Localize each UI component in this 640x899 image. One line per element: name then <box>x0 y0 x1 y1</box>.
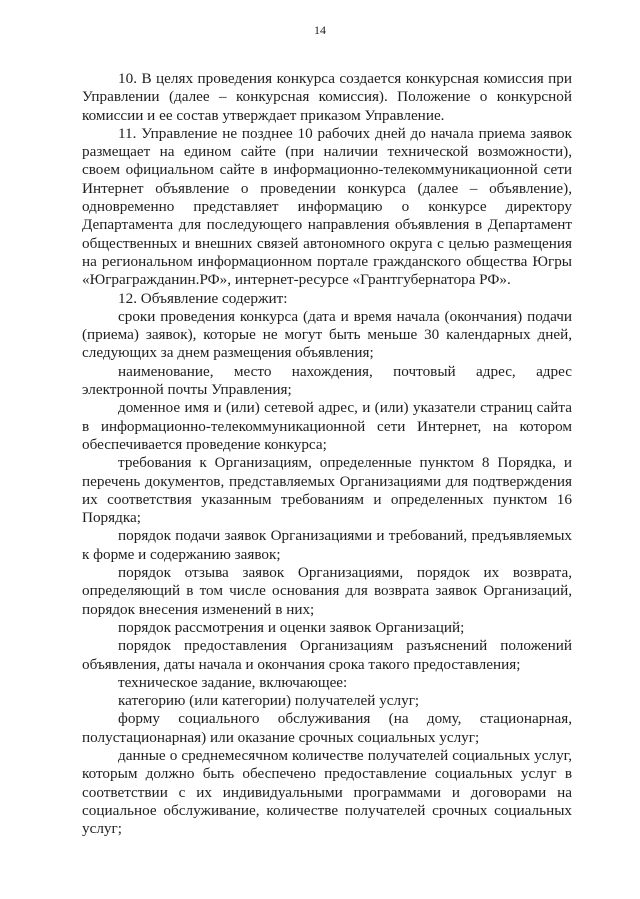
paragraph: 10. В целях проведения конкурса создается конкурсная комиссия при Управлении (далее – конкурсная комиссия). Положение о конкурсной комиссии и ее состав утверждает приказом Управление. <box>82 70 572 124</box>
paragraph: порядок отзыва заявок Организациями, порядок их возврата, определяющий в том числе основания для возврата заявок Организаций, порядок внесения изменений в них; <box>82 564 572 618</box>
document-body <box>82 70 572 838</box>
paragraph: сроки проведения конкурса (дата и время начала (окончания) подачи (приема) заявок), которые не могут быть меньше 30 календарных дней, следующих за днем размещения объявления; <box>82 307 572 362</box>
paragraph: форму социального обслуживания (на дому, стационарная, полустационарная) или оказание срочных социальных услуг; <box>82 710 572 746</box>
page-number: 14 <box>314 23 326 37</box>
paragraph: порядок рассмотрения и оценки заявок Организаций; <box>118 618 465 636</box>
paragraph: данные о среднемесячном количестве получателей социальных услуг, которым должно быть обеспечено предоставление социальных услуг в соответствии с их индивидуальными программами и договорами на социальное обслуживание, количестве получателей срочных социальных услуг; <box>82 746 572 838</box>
paragraph: 11. Управление не позднее 10 рабочих дней до начала приема заявок размещает на едином сайте (при наличии технической возможности), своем официальном сайте в информационно-телекоммуникационной сети Интернет объявление о проведении конкурса (далее – объявление), одновременно представляет информацию о конкурсе директору Департамента для последующего направления объявления в Департамент общественных и внешних связей автономного округа с целью размещения на региональном информационном портале гражданского общества Югры «Юграгражданин.РФ», интернет-ресурсе «Грантгубернатора РФ». <box>82 124 572 289</box>
paragraph: требования к Организациям, определенные пунктом 8 Порядка, и перечень документов, представляемых Организациями для подтверждения их соответствия указанным требованиям и определенных пунктом 16 Порядка; <box>82 454 572 527</box>
paragraph: техническое задание, включающее: <box>118 673 348 691</box>
paragraph: доменное имя и (или) сетевой адрес, и (или) указатели страниц сайта в информационно-телекоммуникационной сети Интернет, на котором обеспечивается проведение конкурса; <box>82 399 572 453</box>
paragraph: порядок подачи заявок Организациями и требований, предъявляемых к форме и содержанию заявок; <box>82 527 572 563</box>
paragraph: категорию (или категории) получателей услуг; <box>118 692 420 710</box>
paragraph: порядок предоставления Организациям разъяснений положений объявления, даты начала и окончания срока такого предоставления; <box>82 637 572 673</box>
paragraph: 12. Объявление содержит: <box>118 289 288 307</box>
paragraph: наименование, место нахождения, почтовый адрес, адрес электронной почты Управления; <box>82 362 572 399</box>
